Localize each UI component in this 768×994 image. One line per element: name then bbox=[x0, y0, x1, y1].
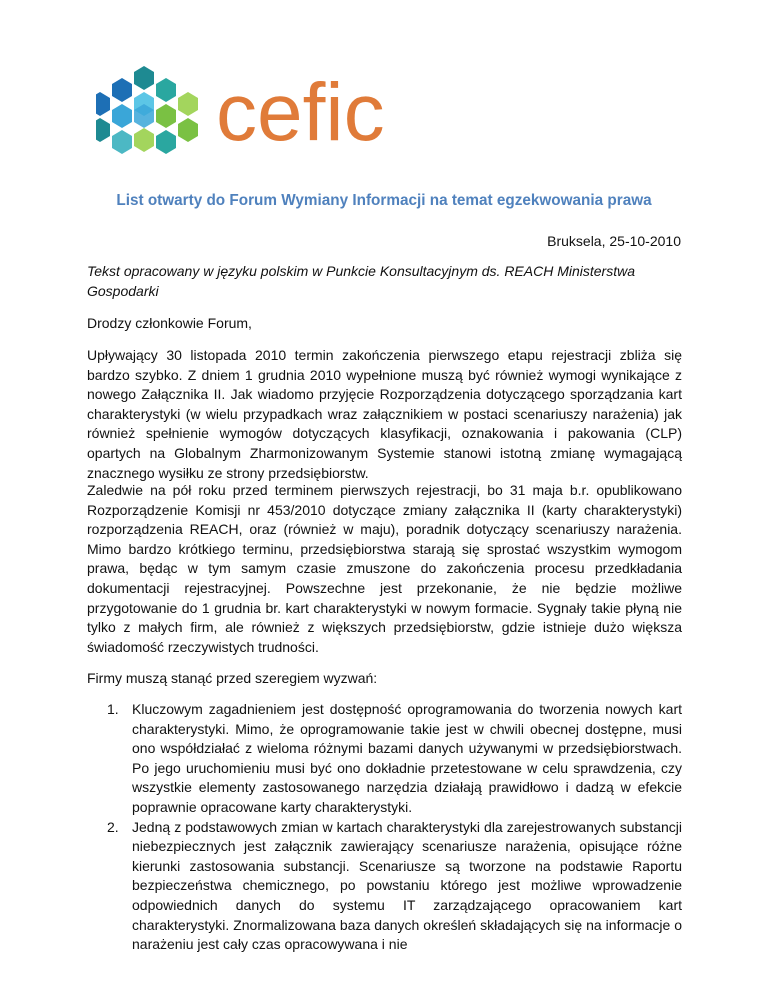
paragraph: Zaledwie na pół roku przed terminem pierwszych rejestracji, bo 31 maja b.r. opublikowano Rozporządzenie Komisji nr 453/2010 dotyczące zmiany załącznika II (karty charakterystyki) rozporządzenia REACH, oraz (również w maju), poradnik dotyczący scenariuszy narażenia. Mimo bardzo krótkiego terminu, przedsiębiorstwa starają się sprostać wszystkim wymogom prawa, będąc w tym samym czasie zmuszone do zakończenia procesu przedkładania dokumentacji rejestracyjnej. Powszechne jest przekonanie, że nie będzie możliwe przygotowanie do 1 grudnia br. kart charakterystyki w nowym formacie. Sygnały takie płyną nie tylko z małych firm, ale również z większych przedsiębiorstw, gdzie istnieje dużo większa świadomość rzeczywistych trudności. bbox=[87, 482, 682, 655]
paragraph: Upływający 30 listopada 2010 termin zakończenia pierwszego etapu rejestracji zbliża się bardzo szybko. Z dniem 1 grudnia 2010 wypełnione muszą być również wymogi wynikające z nowego Załącznika II. Jak wiadomo przyjęcie Rozporządzenia dotyczącego sporządzania kart charakterystyki (w wielu przypadkach wraz załącznikiem w postaci scenariuszy narażenia) jak również spełnienie wymogów dotyczących klasyfikacji, oznakowania i pakowania (CLP) opartych na Globalnym Zharmonizowanym Systemie stanowi istotną zmianę wymagającą znacznego wysiłku ze strony przedsiębiorstw. bbox=[87, 347, 682, 481]
greeting: Drodzy członkowie Forum, bbox=[87, 315, 252, 331]
translation-note: Tekst opracowany w języku polskim w Punkcie Konsultacyjnym ds. REACH Ministerstwa Gospodarki bbox=[87, 263, 636, 299]
cefic-logo bbox=[96, 64, 456, 160]
list-item bbox=[107, 700, 682, 818]
list-item-text: Kluczowym zagadnieniem jest dostępność oprogramowania do tworzenia nowych kart charakterystyki. Mimo, że oprogramowanie takie jest w chwili obecnej dostępne, musi ono współdziałać z wieloma różnymi bazami danych używanymi w przedsiębiorstwach. Po jego uruchomieniu musi być ono dokładnie przetestowane w celu sprawdzenia, czy wszystkie elementy zastosowanego narzędzia działają prawidłowo i dadzą w efekcie poprawnie opracowane karty charakterystyki. bbox=[132, 701, 682, 815]
letter-title: List otwarty do Forum Wymiany Informacji na temat egzekwowania prawa bbox=[116, 192, 652, 209]
list-item-number: 1. bbox=[107, 701, 119, 717]
list-item-text: Jedną z podstawowych zmian w kartach charakterystyki dla zarejestrowanych substancji niebezpiecznych jest załącznik zawierający scenariusze narażenia, opisujące różne kierunki zastosowania substancji. Scenariusze są tworzone na podstawie Raportu bezpieczeństwa chemicznego, po powstaniu którego jest możliwe wprowadzenie odpowiednich danych do systemu IT zarządzającego opracowaniem kart charakterystyki. Znormalizowana baza danych określeń składających się na informacje o narażeniu jest cały czas opracowywana i nie bbox=[132, 818, 682, 953]
list-item bbox=[107, 818, 682, 955]
dateline: Bruksela, 25-10-2010 bbox=[547, 233, 681, 249]
paragraph: Firmy muszą stanąć przed szeregiem wyzwań: bbox=[87, 670, 378, 686]
hexagon-cluster-icon bbox=[96, 66, 198, 154]
list-item-number: 2. bbox=[107, 818, 119, 835]
cefic-wordmark: cefic bbox=[216, 67, 385, 158]
challenges-list bbox=[107, 700, 682, 955]
